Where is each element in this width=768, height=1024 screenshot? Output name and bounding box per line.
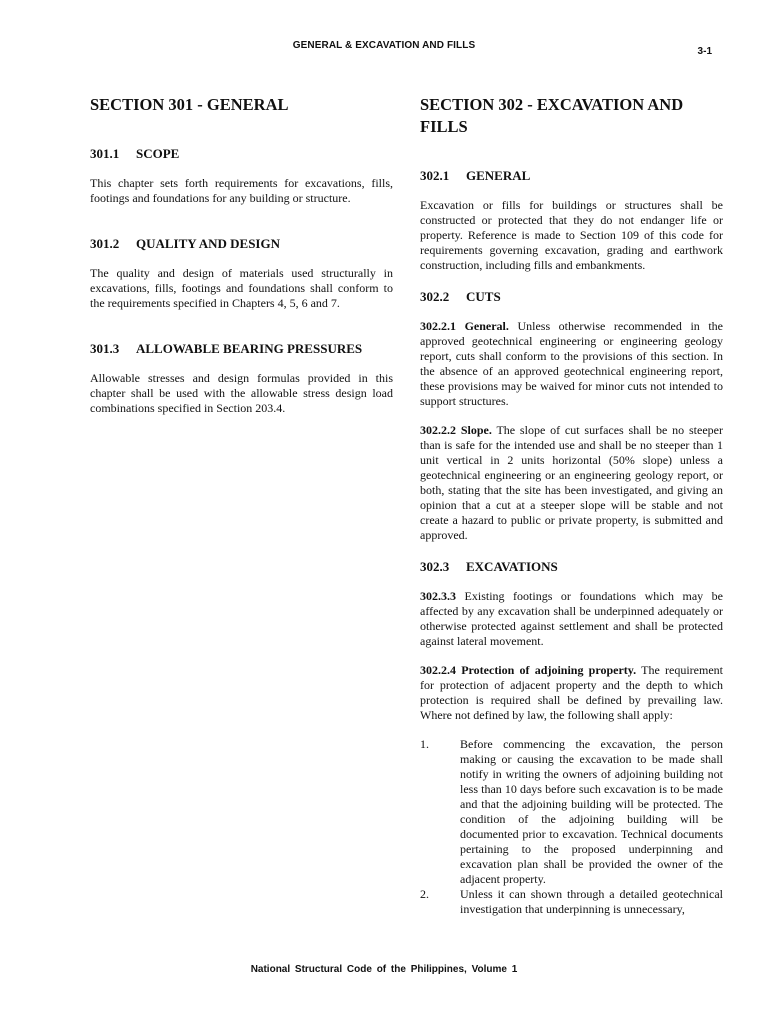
- heading-title: ALLOWABLE BEARING PRESSURES: [136, 341, 363, 356]
- section-302-title: SECTION 302 - EXCAVATION AND FILLS: [420, 95, 684, 136]
- heading-title: QUALITY AND DESIGN: [136, 236, 280, 251]
- right-column: [420, 94, 723, 917]
- paragraph-302-2-2: [420, 423, 723, 543]
- list-marker: 2.: [420, 887, 429, 901]
- heading-number: 302.1: [420, 168, 450, 183]
- heading-number: 301.2: [90, 236, 120, 251]
- page-number: 3-1: [697, 46, 712, 57]
- list-text: Unless it can shown through a detailed geotechnical investigation that underpinning is unnecessary,: [460, 887, 723, 916]
- heading-number: 302.3: [420, 559, 450, 574]
- paragraph-302-1: Excavation or fills for buildings or structures shall be constructed or protected that they do not endanger life or property. Reference is made to Section 109 of this code for requirements governing excavation, grading and earthwork construction, including fills and embankments.: [420, 198, 723, 272]
- heading-title: GENERAL: [466, 168, 531, 183]
- list-text: Before commencing the excavation, the person making or causing the excavation to be made shall notify in writing the owners of adjoining building not less than 10 days before such excavation is to be made and that the adjoining building will be protected. The condition of the adjoining building will be documented prior to excavation. Technical documents pertaining to the proposed underpinning and excavation plan shall be provided the owner of the adjacent property.: [460, 737, 723, 886]
- runin-heading: 302.2.2 Slope.: [420, 423, 492, 437]
- section-301-title: SECTION 301 - GENERAL: [90, 95, 289, 114]
- list-item: [420, 887, 723, 917]
- heading-301-2: [90, 236, 393, 252]
- heading-302-3: [420, 559, 723, 575]
- paragraph-body: Existing footings or foundations which may be affected by any excavation shall be underpinned adequately or otherwise protected against settlement and shall be protected against lateral movement.: [420, 589, 723, 648]
- paragraph-body: The requirement for protection of adjacent property and the depth to which protection is required shall be defined by prevailing law. Where not defined by law, the following shall apply:: [420, 663, 723, 722]
- heading-301-1: [90, 146, 393, 162]
- heading-title: CUTS: [466, 289, 501, 304]
- left-column: [90, 94, 393, 416]
- heading-number: 301.1: [90, 146, 120, 161]
- paragraph-302-3-3: [420, 589, 723, 649]
- heading-number: 302.2: [420, 289, 450, 304]
- paragraph-body: Unless otherwise recommended in the approved geotechnical engineering or engineering geology report, cuts shall conform to the provisions of this section. In the absence of an approved geotechnical engineering report, these provisions may be waived for minor cuts not intended to support structures.: [420, 319, 723, 408]
- heading-302-2: [420, 289, 723, 305]
- runin-heading: 302.2.4 Protection of adjoining property.: [420, 663, 637, 677]
- running-header: GENERAL & EXCAVATION AND FILLS: [292, 40, 476, 51]
- list-item: [420, 737, 723, 887]
- heading-title: SCOPE: [136, 146, 180, 161]
- paragraph-301-3: Allowable stresses and design formulas provided in this chapter shall be used with the allowable stress design load combinations specified in Section 203.4.: [90, 371, 393, 415]
- paragraph-body: The slope of cut surfaces shall be no steeper than is safe for the intended use and shall be no steeper than 1 unit vertical in 2 units horizontal (50% slope) unless a geotechnical engineering or an engineering geology report, or both, stating that the site has been investigated, and giving an opinion that a cut at a steeper slope will be stable and not create a hazard to public or private property, is submitted and approved.: [420, 423, 723, 542]
- heading-title: EXCAVATIONS: [466, 559, 558, 574]
- heading-302-1: [420, 168, 723, 184]
- list-marker: 1.: [420, 737, 429, 751]
- paragraph-301-1: This chapter sets forth requirements for excavations, fills, footings and foundations for any building or structure.: [90, 176, 393, 205]
- paragraph-302-2-4: [420, 663, 723, 723]
- paragraph-302-2-1: [420, 319, 723, 409]
- page-footer: National Structural Code of the Philippines, Volume 1: [250, 964, 518, 975]
- heading-301-3: [90, 341, 393, 357]
- heading-number: 301.3: [90, 341, 120, 356]
- runin-heading: 302.3.3: [420, 589, 456, 603]
- paragraph-301-2: The quality and design of materials used structurally in excavations, fills, footings and foundations shall conform to the requirements specified in Chapters 4, 5, 6 and 7.: [90, 266, 393, 310]
- runin-heading: 302.2.1 General.: [420, 319, 509, 333]
